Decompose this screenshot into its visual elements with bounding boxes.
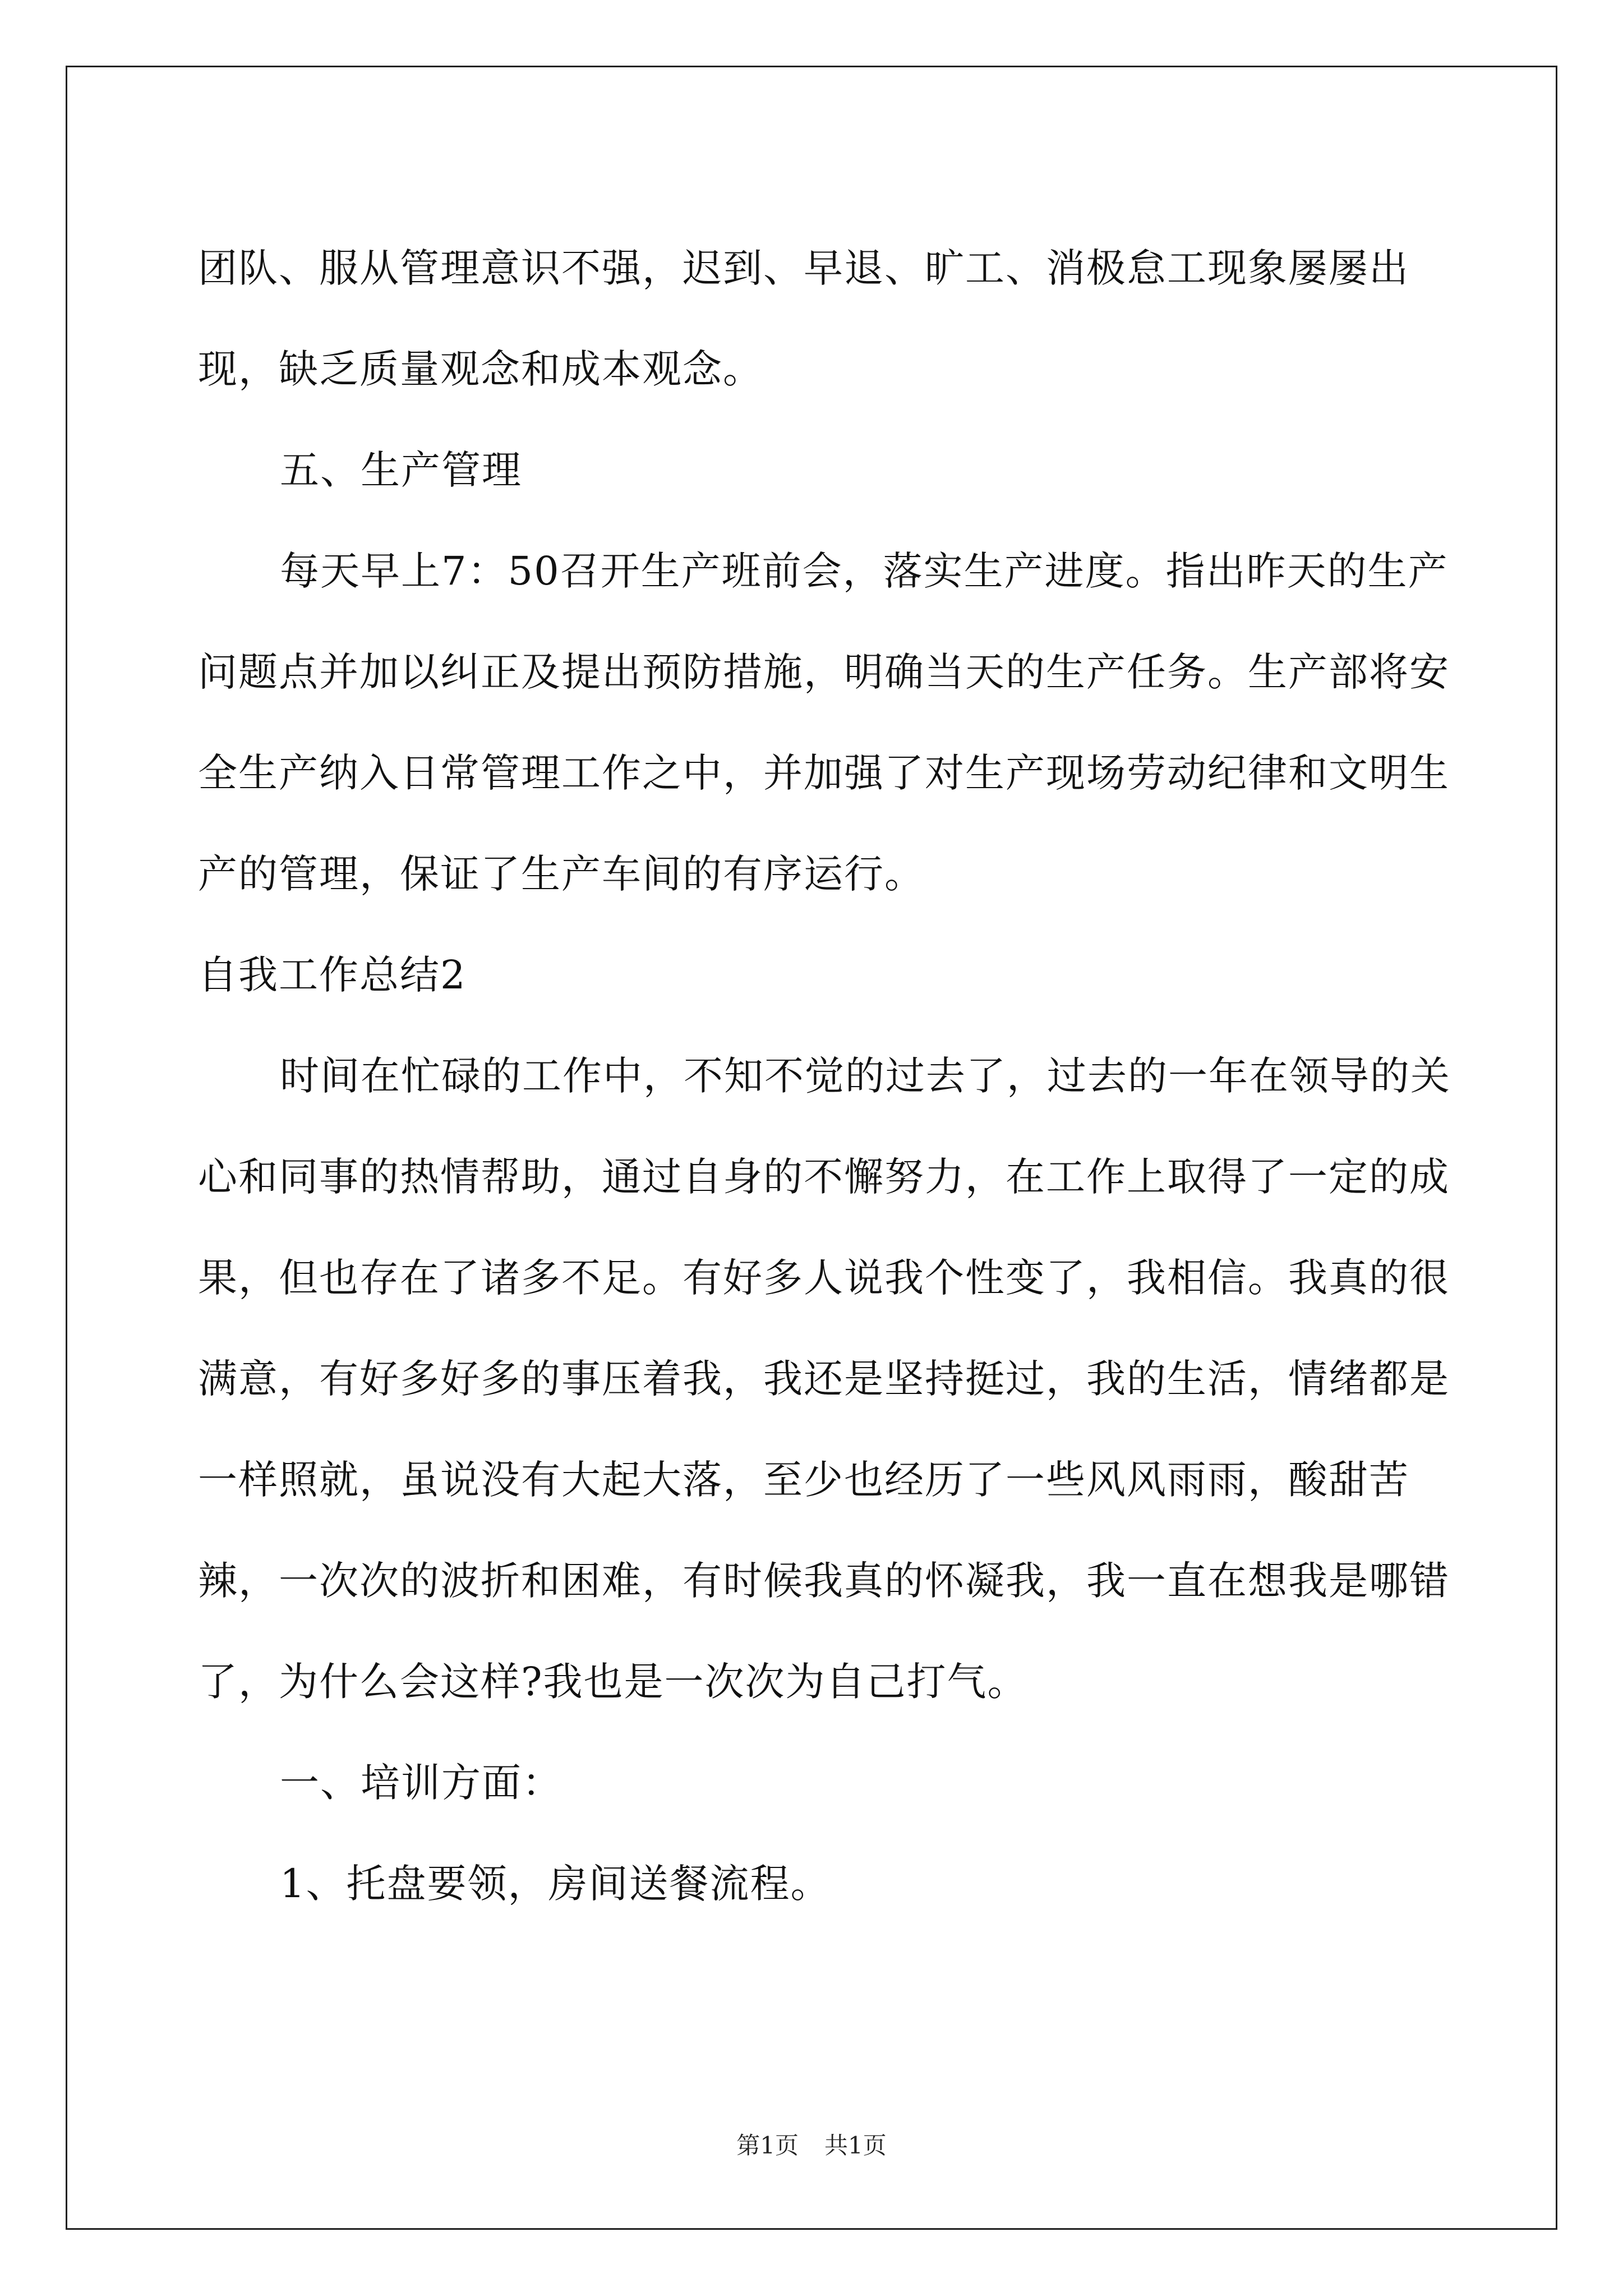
page-total: 共1页 (824, 2132, 887, 2159)
list-item-tray-handling: 1、托盘要领，房间送餐流程。 (280, 1861, 831, 1907)
paragraph-continuation: 团队、服从管理意识不强，迟到、早退、旷工、消极怠工现象屡屡出现，缺乏质量观念和成本观念。 (198, 245, 1409, 392)
paragraph-year-review: 时间在忙碌的工作中，不知不觉的过去了，过去的一年在领导的关心和同事的热情帮助，通过自身的不懈努力，在工作上取得了一定的成果，但也存在了诸多不足。有好多人说我个性变了，我相信。我真的很满意，有好多好多的事压着我，我还是坚持挺过，我的生活，情绪都是一样照就，虽说没有大起大落，至少也经历了一些风风雨雨，酸甜苦辣，一次次的波折和困难，有时候我真的怀凝我，我一直在想我是哪错了，为什么会这样?我也是一次次为自己打气。 (198, 1053, 1451, 1705)
document-body (198, 218, 1460, 1934)
document-heading-summary-2: 自我工作总结2 (198, 952, 467, 998)
paragraph-production-meeting: 每天早上7：50召开生产班前会，落实生产进度。指出昨天的生产问题点并加以纠正及提出预防措施，明确当天的生产任务。生产部将安全生产纳入日常管理工作之中，并加强了对生产现场劳动纪律和文明生产的管理，保证了生产车间的有序运行。 (198, 548, 1450, 897)
section-heading-training: 一、培训方面： (280, 1760, 562, 1806)
page-footer (0, 2129, 1623, 2162)
section-heading-production-management: 五、生产管理 (280, 447, 522, 493)
page-number: 第1页 (736, 2132, 799, 2159)
